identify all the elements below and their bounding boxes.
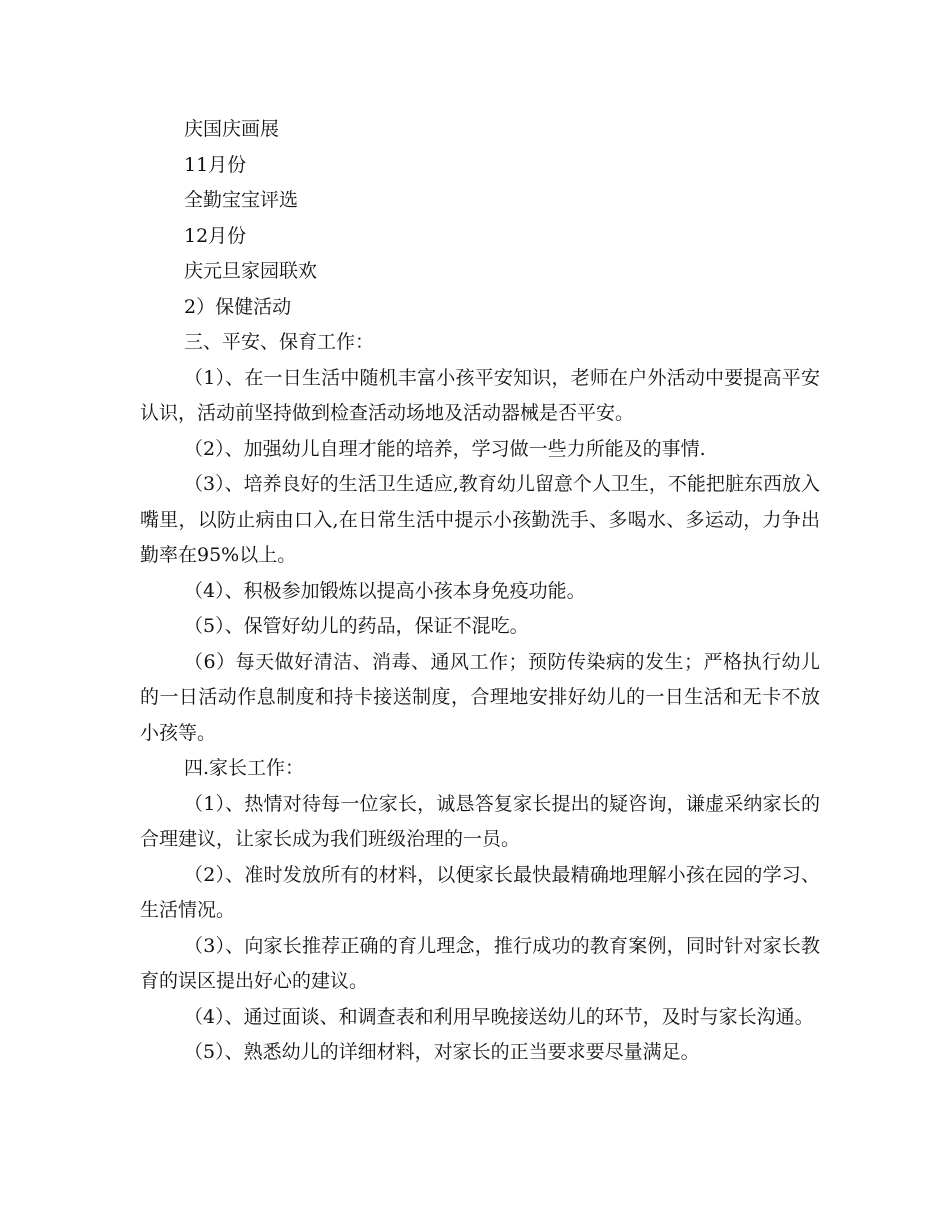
safety-paragraph-1: （1）、在一日生活中随机丰富小孩平安知识，老师在户外活动中要提高平安认识，活动前坚持做到检查活动场地及活动器械是否平安。 — [140, 366, 820, 424]
text-line-new-year-party: 庆元旦家园联欢 — [184, 260, 318, 282]
text-line-november: 11月份 — [184, 153, 247, 176]
safety-paragraph-3: （3）、培养良好的生活卫生适应,教育幼儿留意个人卫生，不能把脏东西放入嘴里，以防止病由口入,在日常生活中提示小孩勤洗手、多喝水、多运动，力争出勤率在95%以上。 — [140, 473, 820, 566]
parent-paragraph-5: （5）、熟悉幼儿的详细材料，对家长的正当要求要尽量满足。 — [184, 1041, 700, 1063]
document-body — [140, 112, 820, 1071]
text-line-december: 12月份 — [184, 224, 247, 247]
text-line-national-day-exhibition: 庆国庆画展 — [184, 118, 280, 140]
safety-paragraph-2: （2）、加强幼儿自理才能的培养，学习做一些力所能及的事情. — [184, 437, 706, 460]
safety-paragraph-6: （6）每天做好清洁、消毒、通风工作；预防传染病的发生；严格执行幼儿的一日活动作息制度和持卡接送制度，合理地安排好幼儿的一日生活和无卡不放小孩等。 — [140, 650, 820, 744]
safety-paragraph-5: （5）、保管好幼儿的药品，保证不混吃。 — [184, 615, 529, 637]
parent-paragraph-3: （3）、向家长推荐正确的育儿理念，推行成功的教育案例，同时针对家长教育的误区提出好心的建议。 — [140, 934, 820, 992]
parent-paragraph-4: （4）、通过面谈、和调查表和利用早晚接送幼儿的环节，及时与家长沟通。 — [184, 1005, 814, 1028]
text-line-attendance-selection: 全勤宝宝评选 — [184, 189, 299, 211]
safety-paragraph-4: （4）、积极参加锻炼以提高小孩本身免疫功能。 — [184, 579, 586, 602]
parent-paragraph-2: （2）、准时发放所有的材料，以便家长最快最精确地理解小孩在园的学习、生活情况。 — [140, 863, 820, 921]
section-heading-parent-work: 四.家长工作： — [184, 757, 305, 779]
section-heading-safety-care: 三、平安、保育工作： — [184, 331, 375, 353]
parent-paragraph-1: （1）、热情对待每一位家长，诚恳答复家长提出的疑咨询，谦虚采纳家长的合理建议，让家长成为我们班级治理的一员。 — [140, 792, 820, 850]
text-line-health-activities: 2）保健活动 — [184, 295, 292, 318]
